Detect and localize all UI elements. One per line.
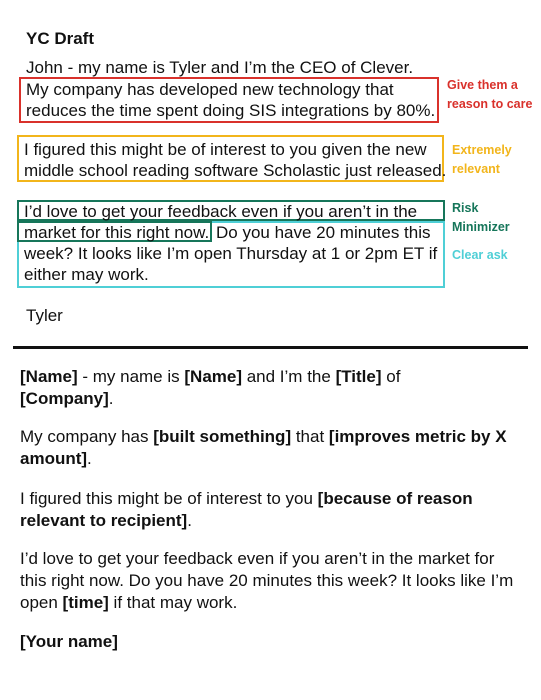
annotation-relevant: [452, 141, 512, 179]
template-text: if that may work.: [108, 593, 238, 612]
template-paragraph-relevant: [20, 488, 525, 532]
template-placeholder-time: [time]: [62, 593, 109, 612]
template-text: I’d love to get your feedback even if you aren’t in the market for this right now. Do you have 20 minutes this week? It looks like I’m open: [20, 549, 514, 612]
template-placeholder-name: [Name]: [184, 367, 242, 386]
annotation-risk-line-2: Minimizer: [452, 220, 510, 234]
template-text: - my name is: [77, 367, 185, 386]
draft-greeting: John - my name is Tyler and I’m the CEO of Clever.: [26, 58, 414, 77]
annotation-relevant-line-1: Extremely: [452, 143, 512, 157]
draft-relevant-line-1: I figured this might be of interest to you given the new: [24, 140, 427, 159]
template-placeholder-your-name: [Your name]: [20, 632, 118, 651]
template-paragraph-intro: [20, 366, 525, 410]
draft-signature: Tyler: [26, 306, 63, 325]
template-placeholder-built: [built something]: [153, 427, 292, 446]
template-placeholder-metric: [improves metric by X amount]: [20, 427, 507, 468]
template-paragraph-ask: [20, 548, 525, 614]
template-text: that: [291, 427, 329, 446]
template-text: and I’m the: [242, 367, 336, 386]
draft-reason-line-2: reduces the time spent doing SIS integrations by 80%.: [26, 101, 436, 120]
template-placeholder-title: [Title]: [335, 367, 382, 386]
annotation-reason-line-2: reason to care: [447, 97, 533, 111]
template-text: .: [187, 511, 192, 530]
template-paragraph-signature: [20, 631, 525, 653]
template-text: I figured this might be of interest to you: [20, 489, 318, 508]
template-text: .: [87, 449, 92, 468]
section-divider: [13, 346, 528, 349]
draft-ask-line-2: week? It looks like I’m open Thursday at 1 or 2pm ET if: [24, 244, 438, 263]
template-text: .: [108, 389, 114, 408]
draft-risk-line-1: I’d love to get your feedback even if you aren’t in the: [24, 202, 418, 221]
template-placeholder-company: [Company]: [20, 389, 109, 408]
draft-ask-line-1: Do you have 20 minutes this: [216, 223, 431, 242]
annotation-risk: [452, 199, 510, 237]
annotation-ask: Clear ask: [452, 248, 508, 262]
annotation-reason: [447, 76, 532, 114]
template-placeholder-reason: [because of reason relevant to recipient]: [20, 489, 473, 530]
annotation-reason-line-1: Give them a: [447, 78, 518, 92]
draft-risk-line-2: market for this right now.: [24, 223, 210, 242]
draft-reason-line-1: My company has developed new technology that: [26, 80, 394, 99]
annotation-risk-line-1: Risk: [452, 201, 479, 215]
draft-title: YC Draft: [26, 29, 95, 48]
template-placeholder-name: [Name]: [20, 367, 78, 386]
template-text: of: [381, 367, 401, 386]
draft-relevant-line-2: middle school reading software Scholastic just released.: [24, 161, 447, 180]
template-text: My company has: [20, 427, 154, 446]
template-paragraph-reason: [20, 426, 525, 470]
draft-ask-line-3: either may work.: [24, 265, 149, 284]
annotation-relevant-line-2: relevant: [452, 162, 500, 176]
